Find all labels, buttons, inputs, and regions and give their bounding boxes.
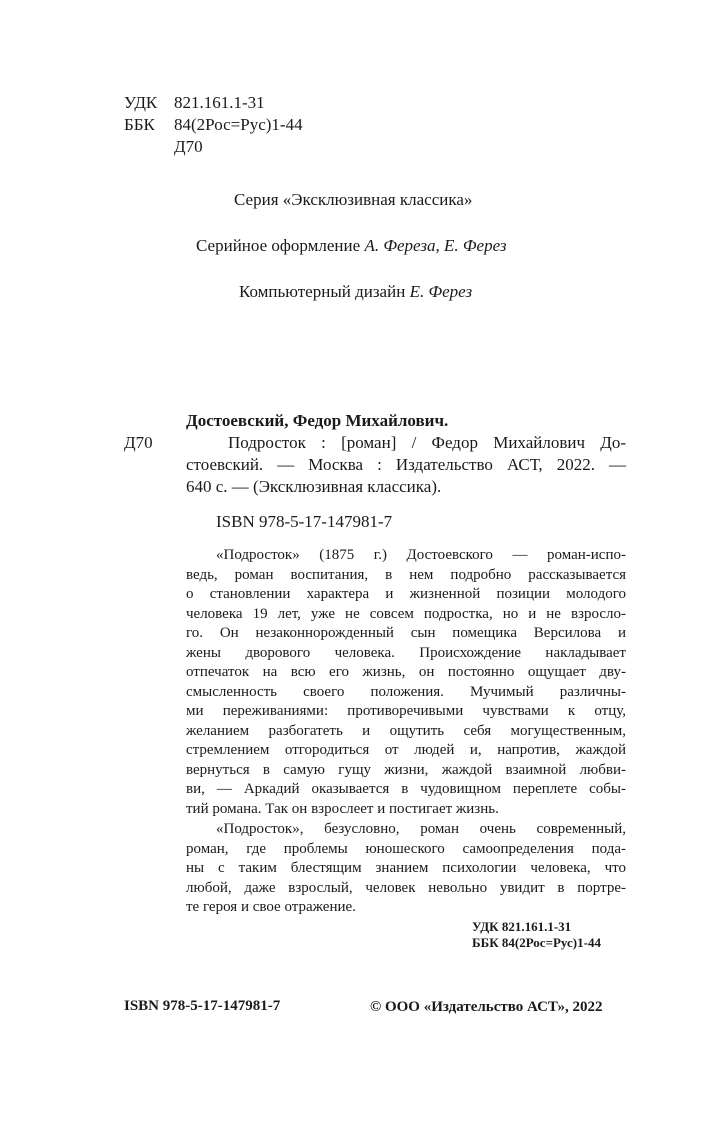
udk-value: 821.161.1-31 [174, 93, 265, 112]
footer-udk: УДК 821.161.1-31 [472, 919, 572, 934]
footer-bbk: ББК 84(2Рос=Рус)1-44 [472, 935, 601, 950]
copyright: © ООО «Издательство АСТ», 2022 [370, 999, 603, 1015]
annotation-paragraph-1 [186, 546, 626, 819]
annotation-line: человека 19 лет, уже не совсем подростка, но и не взросло- [186, 605, 626, 622]
bbk-value: 84(2Рос=Рус)1-44 [174, 115, 303, 134]
annotation-line: ведь, роман воспитания, в нем подробно рассказывается [186, 566, 626, 583]
annotation-line: любой, даже взрослый, человек невольно увидит в портре- [186, 879, 626, 896]
annotation-line: смысленность своего положения. Мучимый различны- [186, 683, 626, 700]
record-author-mark: Д70 [124, 433, 153, 452]
bottom-isbn: ISBN 978-5-17-147981-7 [124, 998, 281, 1014]
record-desc-line: Подросток : [роман] / Федор Михайлович До- [228, 433, 626, 452]
design-names: А. Фереза, Е. Ферез [364, 236, 507, 255]
computer-prefix: Компьютерный дизайн [239, 282, 410, 301]
annotation-line: роман, где проблемы юношеского самоопределения пода- [186, 840, 626, 857]
annotation-line: те героя и свое отражение. [186, 899, 356, 915]
record-author: Достоевский, Федор Михайлович. [186, 411, 449, 430]
design-line [196, 235, 507, 257]
annotation-line: ны с таким блестящим знанием психологии человека, что [186, 860, 626, 876]
udk-label: УДК [124, 93, 158, 112]
annotation-line: ви, — Аркадий оказывается в чудовищном переплете собы- [186, 781, 626, 797]
annotation-line: вернуться в самую гущу жизни, жаждой взаимной любви- [186, 761, 626, 778]
computer-design-line [239, 281, 472, 303]
series-line: Серия «Эксклюзивная классика» [234, 190, 473, 209]
record-isbn: ISBN 978-5-17-147981-7 [216, 512, 393, 531]
annotation-line: о становлении характера и жизненной позиции молодого [186, 586, 626, 602]
author-mark-top: Д70 [174, 137, 203, 156]
bbk-line [124, 114, 303, 136]
udk-line [124, 92, 265, 114]
annotation-line: ми переживаниями: противоречивыми чувствами к отцу, [186, 703, 626, 719]
record-desc-line: 640 с. — (Эксклюзивная классика). [186, 477, 442, 496]
design-prefix: Серийное оформление [196, 236, 365, 255]
record-desc-line: стоевский. — Москва : Издательство АСТ, 2022. — [186, 455, 626, 474]
annotation-line: «Подросток» (1875 г.) Достоевского — роман-испо- [216, 547, 626, 563]
annotation-line: тий романа. Так он взрослеет и постигает жизнь. [186, 800, 499, 817]
annotation-line: стремлением отгородиться от людей и, напротив, жаждой [186, 742, 626, 758]
annotation-line: жены дворового человека. Происхождение накладывает [186, 644, 626, 661]
record-description [186, 432, 626, 498]
annotation-paragraph-2 [186, 820, 626, 918]
annotation-line: отпечаток на всю его жизнь, он постоянно ощущает дву- [186, 664, 626, 680]
annotation-line: желанием разбогатеть и ощутить себя могущественным, [186, 722, 626, 739]
annotation-line: го. Он незаконнорожденный сын помещика Версилова и [186, 625, 626, 641]
bbk-label: ББК [124, 115, 155, 134]
computer-name: Е. Ферез [409, 282, 473, 301]
annotation-line: «Подросток», безусловно, роман очень современный, [216, 821, 626, 837]
